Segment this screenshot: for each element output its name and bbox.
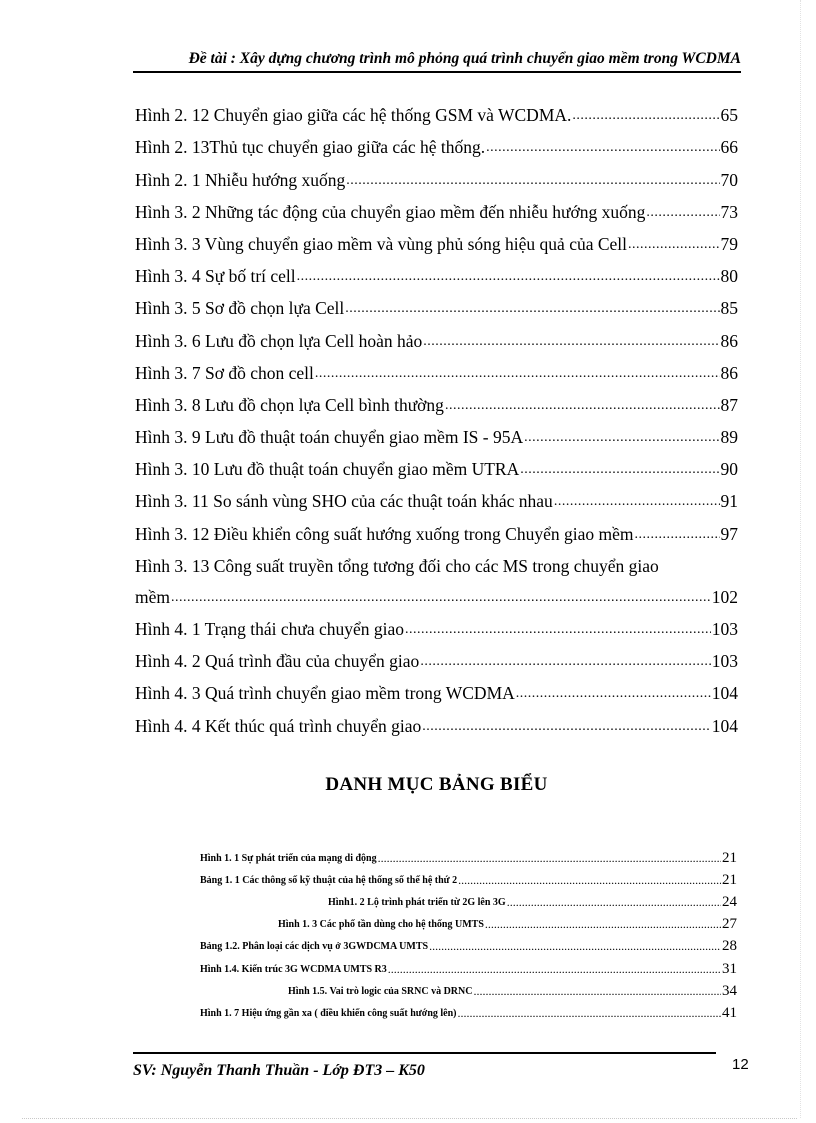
page-edge-divider [800,0,801,1118]
toc-entry-label: Hình 4. 1 Trạng thái chưa chuyển giao [135,619,405,639]
toc-entry-page: 87 [720,394,738,415]
leader-dots [507,896,721,911]
leader-dots [297,270,720,287]
toc-entry[interactable] [135,672,738,704]
table-entry[interactable] [288,978,737,1000]
leader-dots [445,399,720,416]
leader-dots [634,528,719,545]
table-entry[interactable] [200,845,737,867]
toc-entry[interactable] [135,191,738,223]
toc-entry[interactable] [135,126,738,158]
toc-entry[interactable] [135,352,738,384]
toc-entry-label: Hình 2. 13Thủ tục chuyển giao giữa các hệ thống. [135,137,486,158]
leader-dots [388,963,721,978]
toc-entry-page: 102 [711,586,738,607]
toc-entry-label: Hình 3. 6 Lưu đồ chọn lựa Cell hoàn hảo [135,330,423,351]
toc-entry-wrapped-line2[interactable] [135,577,738,608]
table-entry[interactable] [200,1000,737,1022]
toc-entry-label: Hình 4. 2 Quá trình đầu của chuyển giao [135,651,420,672]
toc-entry-label: Hình 3. 9 Lưu đồ thuật toán chuyển giao mềm IS - 95A [135,427,524,448]
toc-entry-label: Hình 3. 8 Lưu đồ chọn lựa Cell bình thường [135,394,444,415]
leader-dots [420,655,710,672]
figure-list [135,94,738,737]
table-entry-label: Hình1. 2 Lộ trình phát triển từ 2G lên 3G [328,897,506,909]
toc-entry-label: Hình 4. 4 Kết thúc quá trình chuyển giao [135,715,422,736]
toc-entry-page: 104 [711,683,738,704]
table-entry-page: 27 [722,916,737,933]
table-entry-page: 31 [722,960,737,977]
table-entry[interactable] [328,889,737,911]
toc-entry[interactable] [135,640,738,672]
leader-dots [422,720,710,737]
leader-dots [346,174,719,191]
toc-entry[interactable] [135,704,738,736]
toc-entry-label: Hình 3. 11 So sánh vùng SHO của các thuật toán khác nhau [135,491,553,512]
toc-entry-page: 86 [720,330,738,351]
leader-dots [429,940,721,955]
leader-dots [405,623,711,640]
leader-dots [554,495,720,512]
leader-dots [473,985,721,1000]
toc-entry[interactable] [135,512,738,544]
leader-dots [486,141,719,158]
toc-entry-page: 85 [720,298,738,319]
leader-dots [646,206,719,223]
toc-entry-label: Hình 3. 10 Lưu đồ thuật toán chuyển giao mềm UTRA [135,459,520,480]
toc-entry-page: 103 [711,651,738,672]
table-entry-page: 21 [722,872,737,889]
table-entry-page: 34 [722,982,737,999]
toc-entry-page: 65 [720,105,738,126]
table-entry-label: Hình 1. 3 Các phổ tần dùng cho hệ thống UMTS [278,919,484,931]
toc-entry[interactable] [135,608,738,640]
toc-entry-label: mềm [135,586,170,607]
toc-entry[interactable] [135,223,738,255]
leader-dots [572,109,719,126]
toc-entry-page: 70 [720,169,738,190]
leader-dots [485,918,721,933]
toc-entry-label: Hình 3. 7 Sơ đồ chon cell [135,362,314,383]
toc-entry[interactable] [135,287,738,319]
table-entry-label: Hình 1.5. Vai trò logic của SRNC và DRNC [288,985,473,997]
table-entry[interactable] [200,933,737,955]
toc-entry-page: 79 [720,233,738,254]
toc-entry-page: 66 [720,137,738,158]
leader-dots [524,431,719,448]
table-entry-label: Hình 1.4. Kiến trúc 3G WCDMA UMTS R3 [200,963,387,975]
section-title: DANH MỤC BẢNG BIỂU [325,774,548,795]
toc-entry-label: Hình 3. 4 Sự bố trí cell [135,266,296,287]
table-entry[interactable] [278,911,737,933]
toc-entry[interactable] [135,416,738,448]
page-footer: SV: Nguyễn Thanh Thuần - Lớp ĐT3 – K50 [133,1052,716,1080]
toc-entry-page: 103 [711,619,738,639]
toc-entry[interactable] [135,94,738,126]
leader-dots [520,463,719,480]
toc-entry-label: Hình 2. 12 Chuyển giao giữa các hệ thống GSM và WCDMA. [135,105,572,126]
toc-entry[interactable] [135,448,738,480]
toc-entry[interactable] [135,480,738,512]
page-number: 12 [732,1056,749,1073]
toc-entry-page: 91 [720,491,738,512]
table-entry-label: Bảng 1. 1 Các thông số kỹ thuật của hệ thống số thế hệ thứ 2 [200,875,458,887]
toc-entry-label: Hình 3. 3 Vùng chuyển giao mềm và vùng phủ sóng hiệu quả của Cell [135,233,628,254]
table-entry[interactable] [200,955,737,977]
toc-entry-page: 73 [720,201,738,222]
table-entry-page: 41 [722,1004,737,1021]
toc-entry-label: Hình 3. 13 Công suất truyền tổng tương đối cho các MS trong chuyển giao [135,555,659,576]
toc-entry-label: Hình 3. 12 Điều khiển công suất hướng xuống trong Chuyển giao mềm [135,523,634,544]
table-entry-label: Hình 1. 1 Sự phát triển của mạng di động [200,853,377,865]
leader-dots [458,874,721,889]
table-entry-page: 24 [722,894,737,911]
toc-entry-page: 104 [711,715,738,736]
toc-entry-label: Hình 3. 5 Sơ đồ chọn lựa Cell [135,298,345,319]
toc-entry-page: 80 [720,266,738,287]
toc-entry-label: Hình 3. 2 Những tác động của chuyển giao mềm đến nhiễu hướng xuống [135,201,646,222]
toc-entry-wrapped-line1[interactable] [135,545,738,577]
leader-dots [516,687,711,704]
leader-dots [457,1007,721,1022]
table-entry-label: Hình 1. 7 Hiệu ứng gần xa ( điều khiển công suất hướng lên) [200,1007,457,1019]
toc-entry-page: 86 [720,362,738,383]
toc-entry[interactable] [135,255,738,287]
table-entry[interactable] [200,867,737,889]
page-header: Đề tài : Xây dựng chương trình mô phỏng quá trình chuyển giao mềm trong WCDMA [133,50,741,73]
toc-entry-page: 89 [720,427,738,448]
toc-entry-page: 97 [720,523,738,544]
leader-dots [423,335,719,352]
leader-dots [171,591,711,608]
toc-entry-page: 90 [720,459,738,480]
toc-entry[interactable] [135,319,738,351]
table-entry-page: 28 [722,938,737,955]
table-list [200,845,737,1022]
leader-dots [378,852,721,867]
table-entry-page: 21 [722,850,737,867]
leader-dots [345,302,719,319]
page-edge-divider [22,1118,797,1119]
toc-entry[interactable] [135,384,738,416]
table-entry-label: Bảng 1.2. Phân loại các dịch vụ ở 3GWDCMA UMTS [200,941,429,953]
toc-entry-label: Hình 4. 3 Quá trình chuyển giao mềm trong WCDMA [135,683,515,704]
toc-entry-label: Hình 2. 1 Nhiễu hướng xuống [135,169,346,190]
leader-dots [628,238,719,255]
leader-dots [315,367,720,384]
toc-entry[interactable] [135,158,738,190]
